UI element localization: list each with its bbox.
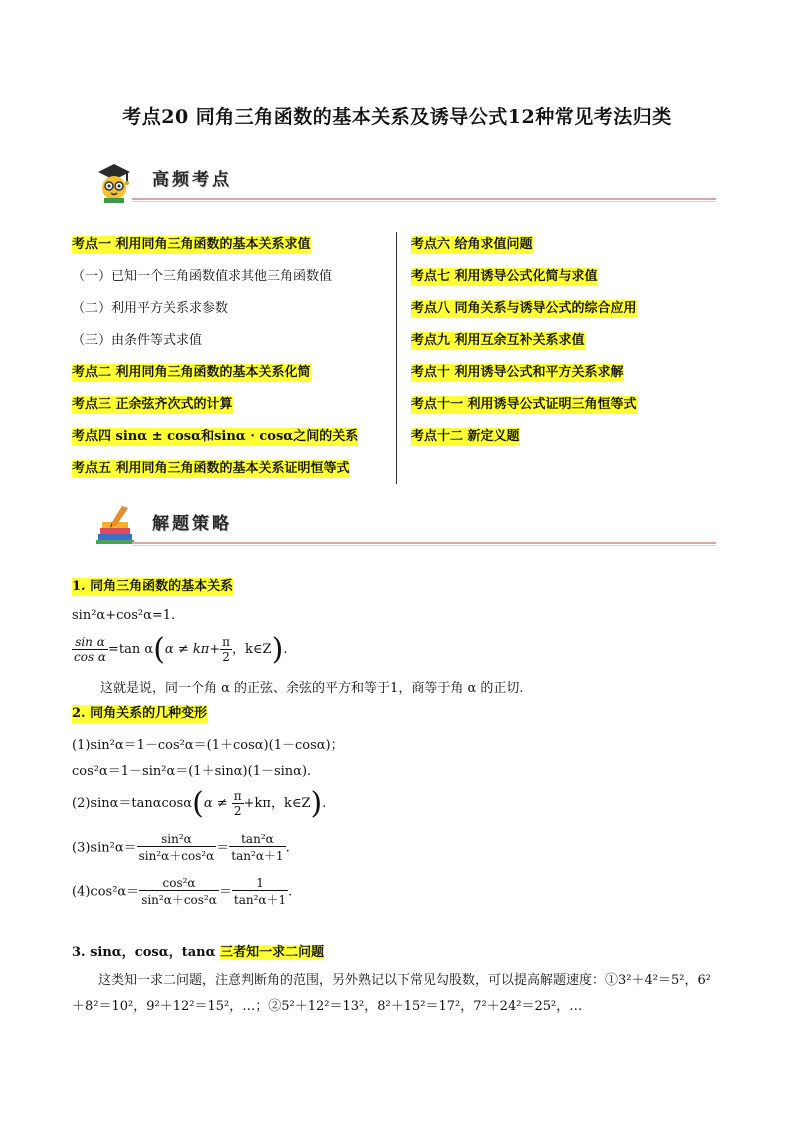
topic-item: 考点三 正余弦齐次式的计算: [72, 397, 233, 412]
section-banner-high-frequency: [92, 160, 716, 206]
banner-title: 解题策略: [152, 514, 232, 534]
topic-item: 考点十 利用诱导公式和平方关系求解: [411, 365, 624, 380]
formula-line: cos²α＝1－sin²α＝(1＋sinα)(1－sinα).: [72, 764, 312, 779]
topic-subitem: （一）已知一个三角函数值求其他三角函数值: [72, 269, 333, 284]
topic-item: 考点七 利用诱导公式化简与求值: [411, 269, 598, 284]
formula-line: (3)sin²α＝ $\frac{\text{sin²α}}{\text{sin²α＋cos²α}}$ ＝ $\frac{\text{tan²α}}{\text{tan²α＋1}}$ .: [72, 832, 290, 863]
fraction: $\frac{\pi}{2}$: [222, 635, 231, 664]
topic-item: 考点四 sinα ± cosα和sinα · cosα之间的关系: [72, 429, 359, 444]
section-banner-strategy: [92, 504, 716, 550]
formula-line: (2)sinα＝tanαcosα(α ≠ $\frac{\pi}{2}$ +kπ，k∈Z).: [72, 786, 327, 821]
banner-rule-thin: [132, 545, 716, 546]
topic-subitem: （三）由条件等式求值: [72, 333, 203, 348]
explanation-paragraph: 这类知一求二问题，注意判断角的范围，另外熟记以下常见勾股数，可以提高解题速度：①3²＋4²＝5²，6²＋8²＝10²，9²＋12²＝15²，…；②5²＋12²＝13²，8²＋15²＝17²，7²＋24²＝25²，…: [72, 973, 711, 1014]
fraction: $\frac{\pi}{2}$: [233, 789, 242, 818]
section-heading: 1. 同角三角函数的基本关系: [72, 579, 234, 594]
page-title: 考点20 同角三角函数的基本关系及诱导公式12种常见考法归类: [122, 106, 672, 128]
section-heading: 2. 同角关系的几种变形: [72, 706, 208, 721]
explanation-text: 这就是说，同一个角 α 的正弦、余弦的平方和等于1，商等于角 α 的正切.: [100, 681, 524, 696]
fraction: $\frac{\text{sin α}}{\text{cos α}}$: [74, 635, 107, 664]
fraction: $\frac{\text{tan²α}}{\text{tan²α＋1}}$: [231, 832, 284, 863]
formula-line: $\frac{\text{sin α}}{\text{cos α}}$ =tan α(α ≠ kπ+ $\frac{\pi}{2}$ ，k∈Z).: [74, 632, 288, 667]
fraction: $\frac{\text{cos²α}}{\text{sin²α＋cos²α}}$: [141, 876, 217, 907]
formula-line: (1)sin²α＝1－cos²α＝(1＋cosα)(1－cosα)；: [72, 738, 344, 753]
topic-item: 考点十二 新定义题: [411, 429, 520, 444]
topic-subitem: （二）利用平方关系求参数: [72, 301, 229, 316]
section-heading: 3. sinα，cosα，tanα 三者知一求二问题: [72, 945, 325, 960]
fraction: $\frac{1}{\text{tan²α＋1}}$: [233, 876, 287, 907]
topic-index: [0, 232, 794, 484]
topic-item: 考点二 利用同角三角函数的基本关系化简: [72, 365, 311, 380]
banner-title: 高频考点: [152, 170, 232, 190]
banner-rule-thin: [132, 201, 716, 202]
fraction: $\frac{\text{sin²α}}{\text{sin²α＋cos²α}}$: [138, 832, 215, 863]
topic-item: 考点八 同角关系与诱导公式的综合应用: [411, 301, 637, 316]
topic-item: 考点十一 利用诱导公式证明三角恒等式: [411, 397, 637, 412]
topic-item: 考点六 给角求值问题: [411, 237, 533, 252]
topic-item: 考点五 利用同角三角函数的基本关系证明恒等式: [72, 461, 350, 476]
banner-rule: [132, 542, 716, 544]
banner-rule: [132, 198, 716, 200]
topic-item: 考点一 利用同角三角函数的基本关系求值: [72, 237, 311, 252]
column-divider: [396, 232, 397, 484]
formula-line: (4)cos²α＝ $\frac{\text{cos²α}}{\text{sin²α＋cos²α}}$ ＝ $\frac{1}{\text{tan²α＋1}}$ .: [72, 876, 293, 907]
topic-item: 考点九 利用互余互补关系求值: [411, 333, 585, 348]
formula-line: sin²α+cos²α=1.: [72, 608, 176, 623]
